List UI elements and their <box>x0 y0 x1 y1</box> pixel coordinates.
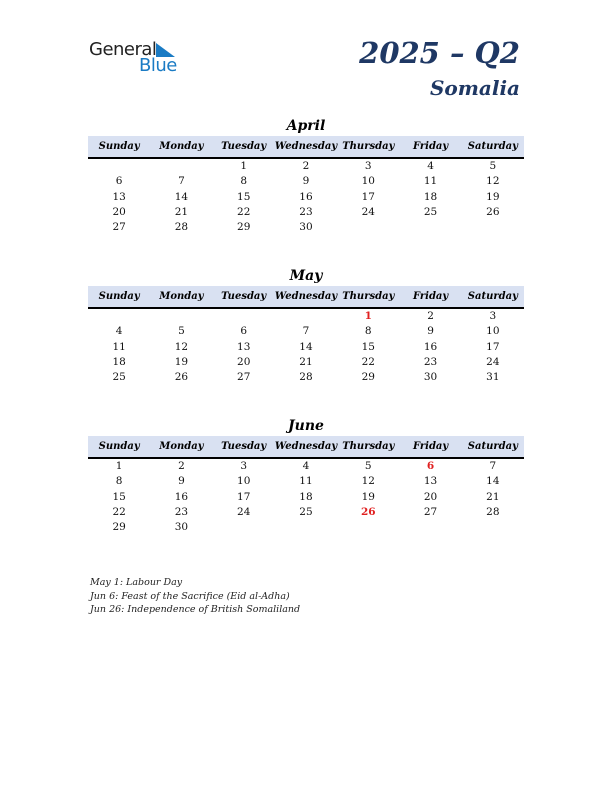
week-row <box>88 174 524 189</box>
day-cell: 4 <box>115 325 123 338</box>
day-cell: 4 <box>427 160 434 172</box>
day-cell: 28 <box>299 371 313 384</box>
day-cell: 9 <box>178 475 185 488</box>
day-cell: 17 <box>486 340 500 353</box>
day-cell: 23 <box>423 355 438 368</box>
holiday-day-cell: 6 <box>426 460 435 472</box>
week-row <box>88 505 524 520</box>
day-cell: 24 <box>486 355 500 368</box>
day-cell: 23 <box>174 505 189 518</box>
day-cell: 10 <box>237 475 251 488</box>
weekday-header <box>88 136 524 159</box>
weekday-label: Monday <box>159 441 204 452</box>
day-cell: 14 <box>486 475 500 488</box>
day-cell: 7 <box>489 460 497 472</box>
month-name: June <box>288 418 324 434</box>
day-cell: 29 <box>237 221 251 234</box>
day-cell <box>399 220 461 235</box>
day-cell <box>462 520 524 535</box>
day-cell: 28 <box>174 221 189 234</box>
day-cell: 11 <box>423 175 438 188</box>
weekday-label: Sunday <box>98 441 140 452</box>
day-cell: 6 <box>240 325 248 338</box>
day-cell: 2 <box>302 160 310 172</box>
logo-general: General <box>89 39 157 60</box>
day-cell <box>150 159 212 174</box>
day-cell: 22 <box>361 355 375 368</box>
day-cell: 3 <box>240 460 248 472</box>
day-cell <box>399 520 461 535</box>
day-cell: 17 <box>237 490 251 503</box>
weekday-label: Wednesday <box>274 141 338 152</box>
day-cell: 13 <box>112 190 126 203</box>
weekday-label: Wednesday <box>274 291 338 302</box>
day-cell: 18 <box>423 190 438 203</box>
weekday-label: Thursday <box>342 141 395 152</box>
logo-blue: Blue <box>139 55 177 76</box>
day-cell: 14 <box>299 340 313 353</box>
day-cell: 7 <box>178 175 185 188</box>
day-cell <box>462 220 524 235</box>
day-cell: 1 <box>115 460 123 472</box>
weekday-label: Friday <box>412 441 449 452</box>
day-cell: 7 <box>302 325 310 338</box>
day-cell: 16 <box>174 490 189 503</box>
week-row <box>88 340 524 355</box>
weekday-label: Monday <box>159 141 204 152</box>
month-name: April <box>286 118 326 134</box>
day-cell: 24 <box>361 205 375 218</box>
day-cell: 12 <box>486 175 500 188</box>
day-cell: 16 <box>299 190 313 203</box>
day-cell: 25 <box>112 371 126 384</box>
day-cell: 19 <box>174 355 189 368</box>
weekday-label: Tuesday <box>221 441 267 452</box>
holiday-note: May 1: Labour Day <box>90 577 183 588</box>
day-cell: 15 <box>361 340 375 353</box>
day-cell: 25 <box>423 205 438 218</box>
day-cell: 27 <box>237 371 251 384</box>
holiday-list <box>90 576 300 617</box>
day-cell: 8 <box>115 475 123 488</box>
day-cell <box>275 520 337 535</box>
day-cell: 3 <box>489 310 497 322</box>
day-cell: 9 <box>302 175 310 188</box>
page-title: 2025 – Q2 <box>359 36 520 70</box>
week-row <box>88 355 524 370</box>
day-cell <box>150 309 212 324</box>
country-name: Somalia <box>429 76 520 100</box>
month-april <box>88 116 524 235</box>
day-cell <box>213 520 275 535</box>
day-cell: 30 <box>174 521 189 534</box>
day-cell <box>88 159 150 174</box>
day-cell: 19 <box>486 190 500 203</box>
weekday-label: Saturday <box>467 441 518 452</box>
week-row <box>88 309 524 324</box>
weekday-label: Saturday <box>467 141 518 152</box>
weekday-label: Wednesday <box>274 441 338 452</box>
day-cell: 11 <box>299 475 313 488</box>
weekday-label: Friday <box>412 141 449 152</box>
day-cell: 30 <box>423 371 438 384</box>
day-cell: 15 <box>112 490 126 503</box>
day-cell: 21 <box>486 490 500 503</box>
day-cell <box>337 520 399 535</box>
day-cell: 22 <box>237 205 251 218</box>
day-cell: 26 <box>174 371 189 384</box>
day-cell: 14 <box>174 190 189 203</box>
week-row <box>88 474 524 489</box>
day-cell: 17 <box>361 190 375 203</box>
day-cell: 18 <box>112 355 126 368</box>
day-cell: 26 <box>486 205 500 218</box>
week-row <box>88 220 524 235</box>
weekday-label: Tuesday <box>221 141 267 152</box>
day-cell: 20 <box>237 355 251 368</box>
day-cell: 28 <box>486 505 500 518</box>
day-cell: 25 <box>299 505 313 518</box>
day-cell: 21 <box>299 355 313 368</box>
holiday-note: Jun 6: Feast of the Sacrifice (Eid al-Adha) <box>90 590 290 602</box>
holiday-note: Jun 26: Independence of British Somaliland <box>90 604 301 615</box>
day-cell: 5 <box>364 460 372 472</box>
day-cell: 6 <box>115 175 123 188</box>
weekday-label: Sunday <box>98 291 140 302</box>
day-cell: 20 <box>112 205 126 218</box>
day-cell: 29 <box>112 521 126 534</box>
day-cell: 20 <box>423 490 438 503</box>
weekday-header <box>88 286 524 309</box>
day-cell: 5 <box>489 160 497 172</box>
week-row <box>88 370 524 385</box>
week-row <box>88 459 524 474</box>
week-row <box>88 159 524 174</box>
week-row <box>88 324 524 339</box>
day-cell: 29 <box>361 371 375 384</box>
weekday-label: Monday <box>159 291 204 302</box>
day-cell: 19 <box>361 490 375 503</box>
weekday-label: Saturday <box>467 291 518 302</box>
day-cell: 12 <box>361 475 375 488</box>
day-cell <box>213 309 275 324</box>
day-cell: 4 <box>302 460 310 472</box>
day-cell <box>88 309 150 324</box>
holiday-day-cell: 1 <box>364 310 372 322</box>
day-cell: 27 <box>423 505 438 518</box>
day-cell: 24 <box>237 505 251 518</box>
weekday-label: Tuesday <box>221 291 267 302</box>
week-row <box>88 190 524 205</box>
logo <box>89 39 177 76</box>
day-cell: 3 <box>364 160 372 172</box>
day-cell: 9 <box>427 325 434 338</box>
day-cell: 13 <box>423 475 438 488</box>
day-cell: 15 <box>237 190 251 203</box>
weekday-header <box>88 436 524 459</box>
day-cell: 27 <box>112 221 126 234</box>
day-cell: 11 <box>112 340 126 353</box>
day-cell: 10 <box>486 325 500 338</box>
day-cell: 21 <box>174 205 189 218</box>
weekday-label: Friday <box>412 291 449 302</box>
month-name: May <box>289 268 323 284</box>
day-cell <box>275 309 337 324</box>
day-cell: 18 <box>299 490 313 503</box>
month-may <box>88 266 524 385</box>
day-cell: 8 <box>364 325 372 338</box>
day-cell: 16 <box>423 340 438 353</box>
holiday-day-cell: 26 <box>360 505 376 518</box>
day-cell: 8 <box>240 175 248 188</box>
day-cell <box>337 220 399 235</box>
day-cell: 5 <box>178 325 185 338</box>
day-cell: 31 <box>486 371 500 384</box>
day-cell: 22 <box>112 505 126 518</box>
weekday-label: Sunday <box>98 141 140 152</box>
weekday-label: Thursday <box>342 441 395 452</box>
week-row <box>88 205 524 220</box>
week-row <box>88 490 524 505</box>
weekday-label: Thursday <box>342 291 395 302</box>
day-cell: 2 <box>178 460 185 472</box>
day-cell: 2 <box>427 310 434 322</box>
week-row <box>88 520 524 535</box>
day-cell: 23 <box>299 205 313 218</box>
month-june <box>88 416 524 535</box>
day-cell: 13 <box>237 340 251 353</box>
day-cell: 10 <box>361 175 375 188</box>
day-cell: 12 <box>174 340 189 353</box>
day-cell: 30 <box>299 221 313 234</box>
day-cell: 1 <box>240 160 248 172</box>
